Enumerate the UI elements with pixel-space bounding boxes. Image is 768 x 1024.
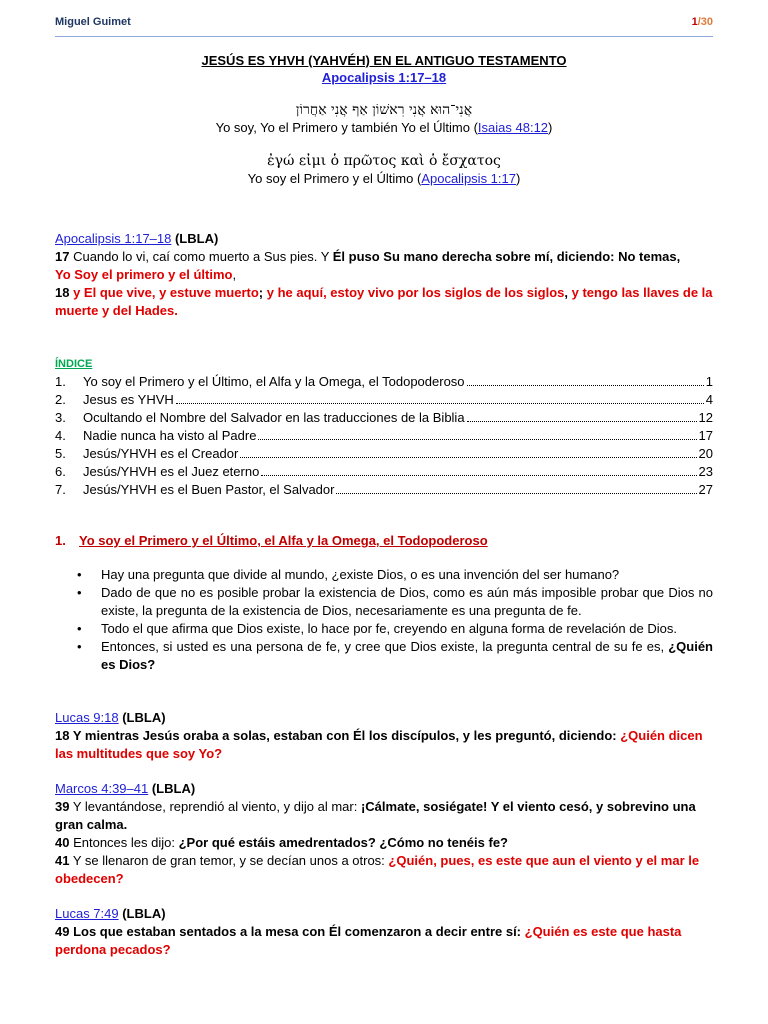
toc-item[interactable] — [55, 463, 713, 481]
verse-text-red: Yo Soy el primero y el último — [55, 267, 233, 282]
document-title: JESÚS ES YHVH (YAHVÉH) EN EL ANTIGUO TESTAMENTO — [201, 53, 567, 68]
verse-text-bold: ¿Por qué estáis amedrentados? ¿Cómo no tenéis fe? — [178, 835, 508, 850]
toc-leader-dots — [261, 475, 696, 476]
passage-ref-link[interactable]: Apocalipsis 1:17–18 — [55, 231, 172, 246]
passage-version: (LBLA) — [118, 710, 166, 725]
section-number: 1. — [55, 533, 66, 548]
marcos-link[interactable]: Marcos 4:39–41 — [55, 781, 149, 796]
isaias-link[interactable]: Isaias 48:12 — [477, 120, 549, 135]
verse-text-red: y El que vive, y estuve muerto — [69, 285, 259, 300]
toc-leader-dots — [258, 439, 696, 440]
verse-18 — [55, 284, 713, 320]
toc-item-label: Ocultando el Nombre del Salvador en las traducciones de la Biblia — [83, 410, 465, 425]
toc-title: ÍNDICE — [55, 358, 93, 370]
lucas-9-18-passage — [55, 709, 713, 763]
toc-item-page: 1 — [705, 374, 713, 389]
toc-item[interactable] — [55, 445, 713, 463]
verse-17 — [55, 248, 713, 266]
toc-leader-dots — [240, 457, 696, 458]
verse-text: Entonces les dijo: — [69, 835, 179, 850]
toc-item[interactable] — [55, 409, 713, 427]
verse-text-red: y tengo las llaves de la muerte y del Hades. — [55, 285, 713, 318]
section-1 — [55, 532, 713, 674]
toc-item-label: Jesus es YHVH — [83, 392, 174, 407]
toc-leader-dots — [467, 421, 697, 422]
verse-40 — [55, 834, 713, 852]
toc-leader-dots — [336, 493, 696, 494]
greek-translation — [55, 170, 713, 187]
toc-list — [55, 373, 713, 499]
verse-text: Cuando lo vi, caí como muerto a Sus pies. Y — [69, 249, 333, 264]
greek-translation-close: ) — [515, 171, 521, 186]
toc-item-page: 4 — [705, 392, 713, 407]
toc-item-number: 1. — [55, 374, 66, 389]
list-item — [101, 638, 713, 674]
verse-punct: ; — [258, 285, 267, 300]
verse-number: 40 — [55, 835, 70, 850]
hebrew-translation-close: ) — [548, 120, 553, 135]
toc-item-number: 4. — [55, 428, 66, 443]
verse-text-bold: ¡Cálmate, sosiégate! Y el viento cesó, y sobrevino una gran calma. — [55, 799, 696, 832]
toc-item-number: 5. — [55, 446, 66, 461]
title-ref-link[interactable]: Apocalipsis 1:17–18 — [321, 70, 447, 85]
toc-item-page: 20 — [698, 446, 713, 461]
verse-text-red: ¿Quién es este que hasta perdona pecados? — [55, 924, 682, 957]
author-name: Miguel Guimet — [55, 16, 131, 28]
title-block — [55, 52, 713, 187]
lucas-7-49-passage — [55, 905, 713, 959]
verse-41 — [55, 852, 713, 888]
toc-item-number: 3. — [55, 410, 66, 425]
list-item-question: ¿Quién es Dios? — [101, 639, 713, 672]
toc-item-page: 23 — [698, 464, 713, 479]
apocalipsis-link[interactable]: Apocalipsis 1:17 — [421, 171, 516, 186]
verse-text-bold: Él puso Su mano derecha sobre mí, diciendo: No temas, — [332, 249, 681, 264]
verse-punct: , — [232, 267, 237, 282]
greek-translation-text: Yo soy el Primero y el Último ( — [247, 171, 422, 186]
lucas-9-18-link[interactable]: Lucas 9:18 — [55, 710, 119, 725]
toc-leader-dots — [176, 403, 704, 404]
verse-text: Y mientras Jesús oraba a solas, estaban con Él los discípulos, y les preguntó, diciendo: — [69, 728, 621, 743]
verse-49 — [55, 923, 713, 959]
verse-number: 18 — [55, 728, 70, 743]
toc-item[interactable] — [55, 373, 713, 391]
toc-leader-dots — [467, 385, 704, 386]
verse-number: 39 — [55, 799, 70, 814]
verse-18 — [55, 727, 713, 763]
verse-text: Los que estaban sentados a la mesa con Él comenzaron a decir entre sí: — [69, 924, 525, 939]
hebrew-translation-text: Yo soy, Yo el Primero y también Yo el Último ( — [215, 120, 478, 135]
toc-item[interactable] — [55, 427, 713, 445]
verse-text: Y se llenaron de gran temor, y se decían unos a otros: — [69, 853, 389, 868]
hebrew-translation — [55, 119, 713, 136]
header-rule — [55, 36, 713, 37]
verse-number: 17 — [55, 249, 70, 264]
current-page: 1 — [691, 16, 698, 28]
list-item: • Todo el que afirma que Dios existe, lo hace por fe, creyendo en alguna forma de revelación de Dios. — [101, 620, 713, 638]
verse-17-cont — [55, 266, 713, 284]
verse-text-red: y he aquí, estoy vivo por los siglos de los siglos — [266, 285, 565, 300]
toc-item-number: 7. — [55, 482, 66, 497]
toc-item-page: 17 — [698, 428, 713, 443]
passage-version: (LBLA) — [148, 781, 196, 796]
verse-text: Y levantándose, reprendió al viento, y dijo al mar: — [69, 799, 361, 814]
toc-item-label: Jesús/YHVH es el Buen Pastor, el Salvador — [83, 482, 335, 497]
passage-version: (LBLA) — [171, 231, 219, 246]
toc-item-label: Jesús/YHVH es el Juez eterno — [83, 464, 260, 479]
page-number — [692, 16, 713, 28]
toc-item-label: Yo soy el Primero y el Último, el Alfa y la Omega, el Todopoderoso — [83, 374, 465, 389]
verse-number: 49 — [55, 924, 70, 939]
section-title: Yo soy el Primero y el Último, el Alfa y la Omega, el Todopoderoso — [79, 533, 488, 548]
lucas-7-49-link[interactable]: Lucas 7:49 — [55, 906, 119, 921]
toc-item[interactable] — [55, 391, 713, 409]
toc-item-label: Jesús/YHVH es el Creador — [83, 446, 239, 461]
hebrew-verse: אֲנִי־הוּא אֲנִי רִאשׁוֹן אַף אֲנִי אַחֲרוֹן — [295, 102, 473, 118]
verse-number: 18 — [55, 285, 70, 300]
toc-item-label: Nadie nunca ha visto al Padre — [83, 428, 257, 443]
verse-text-red: ¿Quién, pues, es este que aun el viento y el mar le obedecen? — [55, 853, 700, 886]
verse-number: 41 — [55, 853, 70, 868]
list-item: • Hay una pregunta que divide al mundo, ¿existe Dios, o es una invención del ser humano? — [101, 566, 713, 584]
verse-39 — [55, 798, 713, 834]
greek-verse: ἐγώ εἰμι ὁ πρῶτος καὶ ὁ ἔσχατος — [267, 153, 501, 169]
table-of-contents — [55, 355, 713, 499]
toc-item-number: 2. — [55, 392, 66, 407]
toc-item-page: 27 — [698, 482, 713, 497]
section-heading — [55, 532, 713, 550]
toc-item-page: 12 — [698, 410, 713, 425]
toc-item-number: 6. — [55, 464, 66, 479]
verse-punct: , — [564, 285, 572, 300]
list-item-text: Entonces, si usted es una persona de fe, y cree que Dios existe, la pregunta central de su fe es, — [101, 639, 669, 654]
marcos-passage — [55, 780, 713, 888]
list-item: • Dado de que no es posible probar la existencia de Dios, como es aún más imposible probar que Dios no existe, la pregunta de la existencia de Dios, necesariamente es una pregunta de fe. — [101, 584, 713, 620]
total-pages: /30 — [697, 16, 713, 28]
toc-item[interactable] — [55, 481, 713, 499]
bullet-list — [55, 566, 713, 674]
verse-text-red: ¿Quién dicen las multitudes que soy Yo? — [55, 728, 703, 761]
page-header — [55, 16, 713, 32]
apocalipsis-passage — [55, 230, 713, 320]
passage-version: (LBLA) — [118, 906, 166, 921]
